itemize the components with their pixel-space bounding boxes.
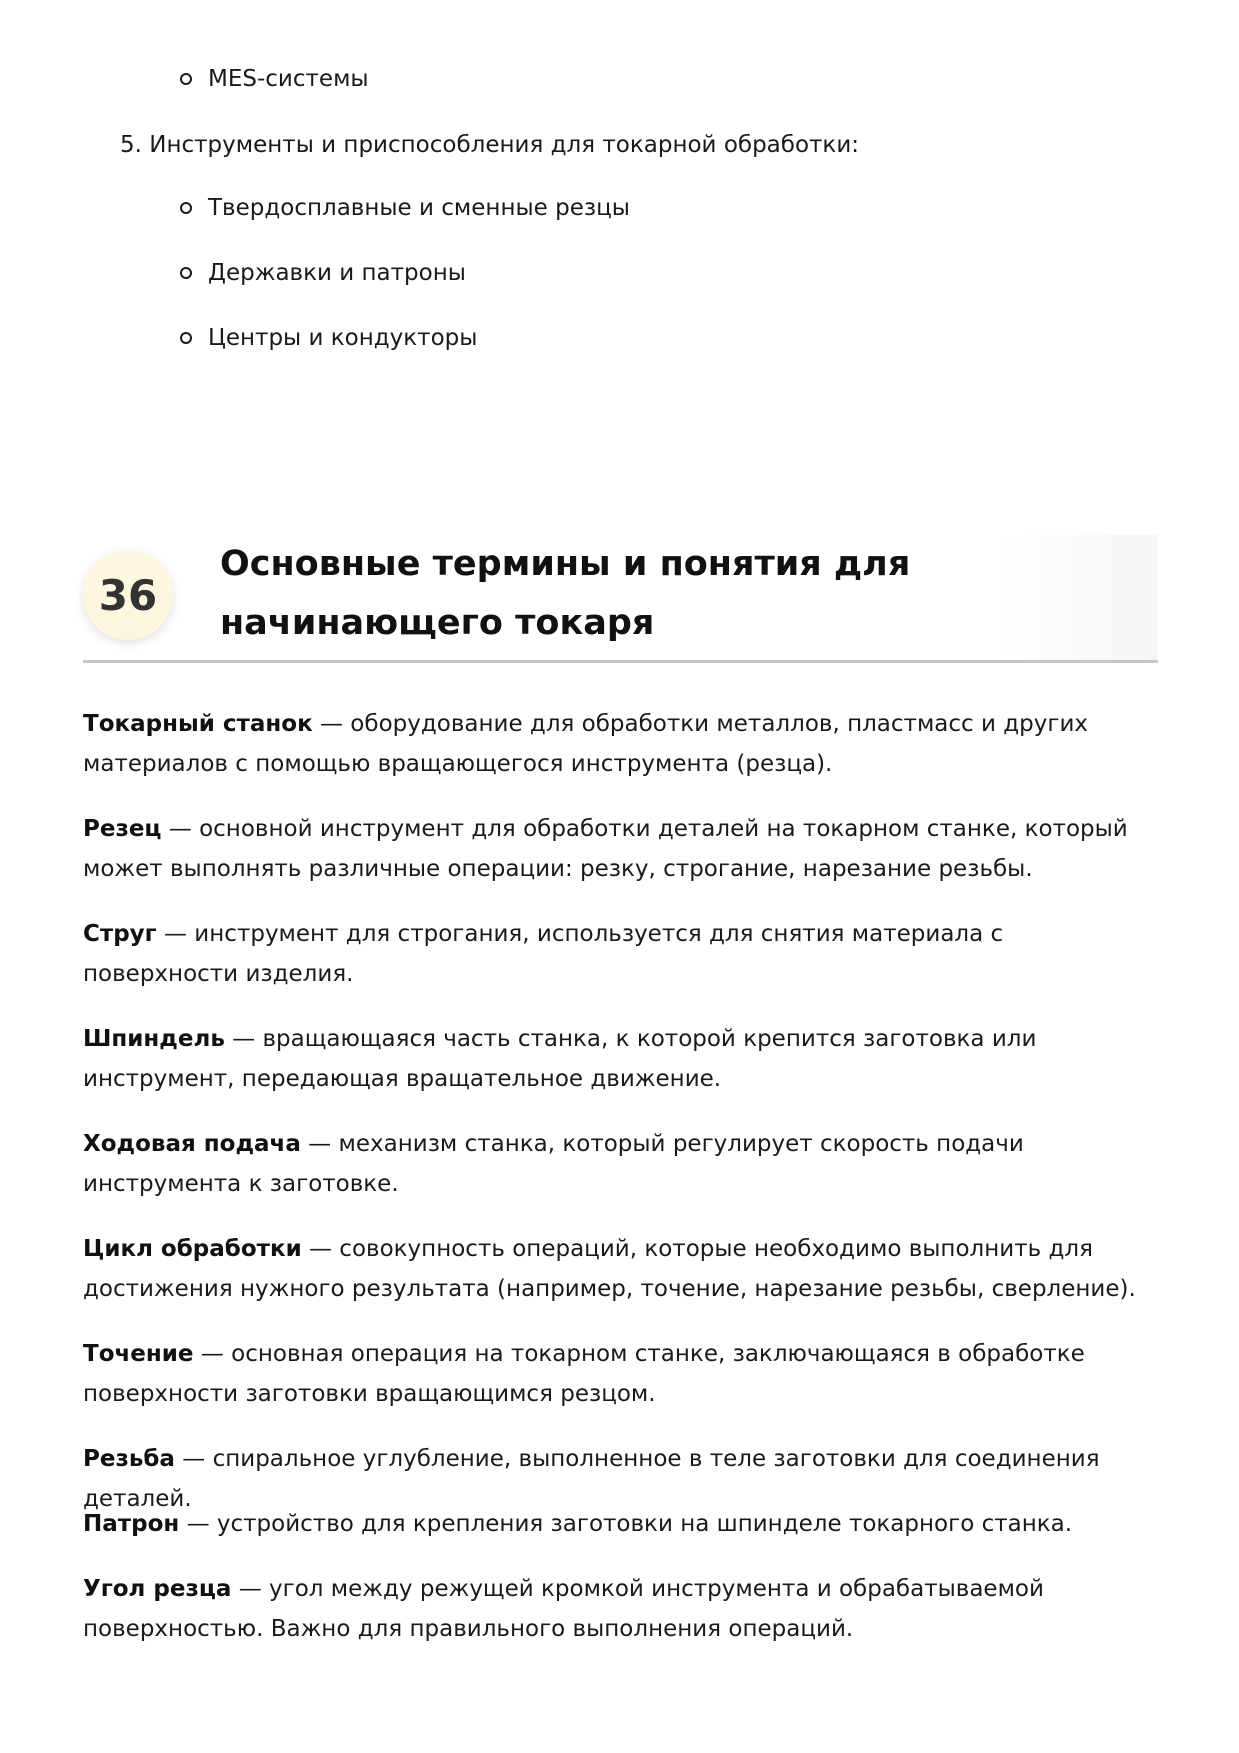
- term-entry: [83, 1124, 1158, 1204]
- term-name: Угол резца: [83, 1576, 232, 1602]
- list-item-text: Твердосплавные и сменные резцы: [208, 195, 630, 221]
- list-item: [180, 323, 477, 353]
- term-definition: — основной инструмент для обработки деталей на токарном станке, который может выполнять различные операции: резку, строгание, нарезание резьбы.: [83, 816, 1128, 882]
- list-item-text: Центры и кондукторы: [208, 325, 478, 351]
- term-entry: [83, 1229, 1158, 1309]
- term-definition: — вращающаяся часть станка, к которой крепится заготовка или инструмент, передающая вращательное движение.: [83, 1026, 1037, 1092]
- term-definition: — спиральное углубление, выполненное в теле заготовки для соединения деталей.: [83, 1446, 1100, 1512]
- term-name: Резьба: [83, 1446, 175, 1472]
- hollow-bullet-icon: [180, 202, 192, 214]
- term-name: Патрон: [83, 1511, 180, 1537]
- hollow-bullet-icon: [180, 73, 192, 85]
- list-item-text: Державки и патроны: [208, 260, 466, 286]
- term-entry: [83, 914, 1158, 994]
- term-name: Точение: [83, 1341, 194, 1367]
- numbered-list-item: 5. Инструменты и приспособления для токарной обработки:: [120, 132, 860, 158]
- term-definition: — угол между режущей кромкой инструмента и обрабатываемой поверхностью. Важно для правильного выполнения операций.: [83, 1576, 1044, 1642]
- term-name: Токарный станок: [83, 711, 313, 737]
- term-name: Шпиндель: [83, 1026, 225, 1052]
- term-entry: [83, 1334, 1158, 1414]
- term-name: Резец: [83, 816, 162, 842]
- term-name: Цикл обработки: [83, 1236, 302, 1262]
- term-entry: [83, 809, 1158, 889]
- term-name: Ходовая подача: [83, 1131, 301, 1157]
- term-name: Струг: [83, 921, 157, 947]
- term-entry: [83, 1569, 1158, 1649]
- hollow-bullet-icon: [180, 332, 192, 344]
- term-definition: — инструмент для строгания, используется для снятия материала с поверхности изделия.: [83, 921, 1004, 987]
- term-entry: [83, 704, 1158, 784]
- term-entry: [83, 1019, 1158, 1099]
- section-title: Основные термины и понятия для начинающего токаря: [220, 544, 911, 643]
- term-definition: — совокупность операций, которые необходимо выполнить для достижения нужного результата (например, точение, нарезание резьбы, сверление).: [83, 1236, 1136, 1302]
- term-definition: — механизм станка, который регулирует скорость подачи инструмента к заготовке.: [83, 1131, 1024, 1197]
- list-item: [180, 64, 369, 94]
- list-item-text: MES-системы: [208, 66, 369, 92]
- term-entry: [83, 1504, 1158, 1544]
- term-definition: — основная операция на токарном станке, заключающаяся в обработке поверхности заготовки вращающимся резцом.: [83, 1341, 1085, 1407]
- term-definition: — оборудование для обработки металлов, пластмасс и других материалов с помощью вращающегося инструмента (резца).: [83, 711, 1089, 777]
- list-item: [180, 193, 630, 223]
- section-number-badge: 36: [83, 550, 173, 640]
- hollow-bullet-icon: [180, 267, 192, 279]
- term-definition: — устройство для крепления заготовки на шпинделе токарного станка.: [179, 1511, 1073, 1537]
- list-item: [180, 258, 466, 288]
